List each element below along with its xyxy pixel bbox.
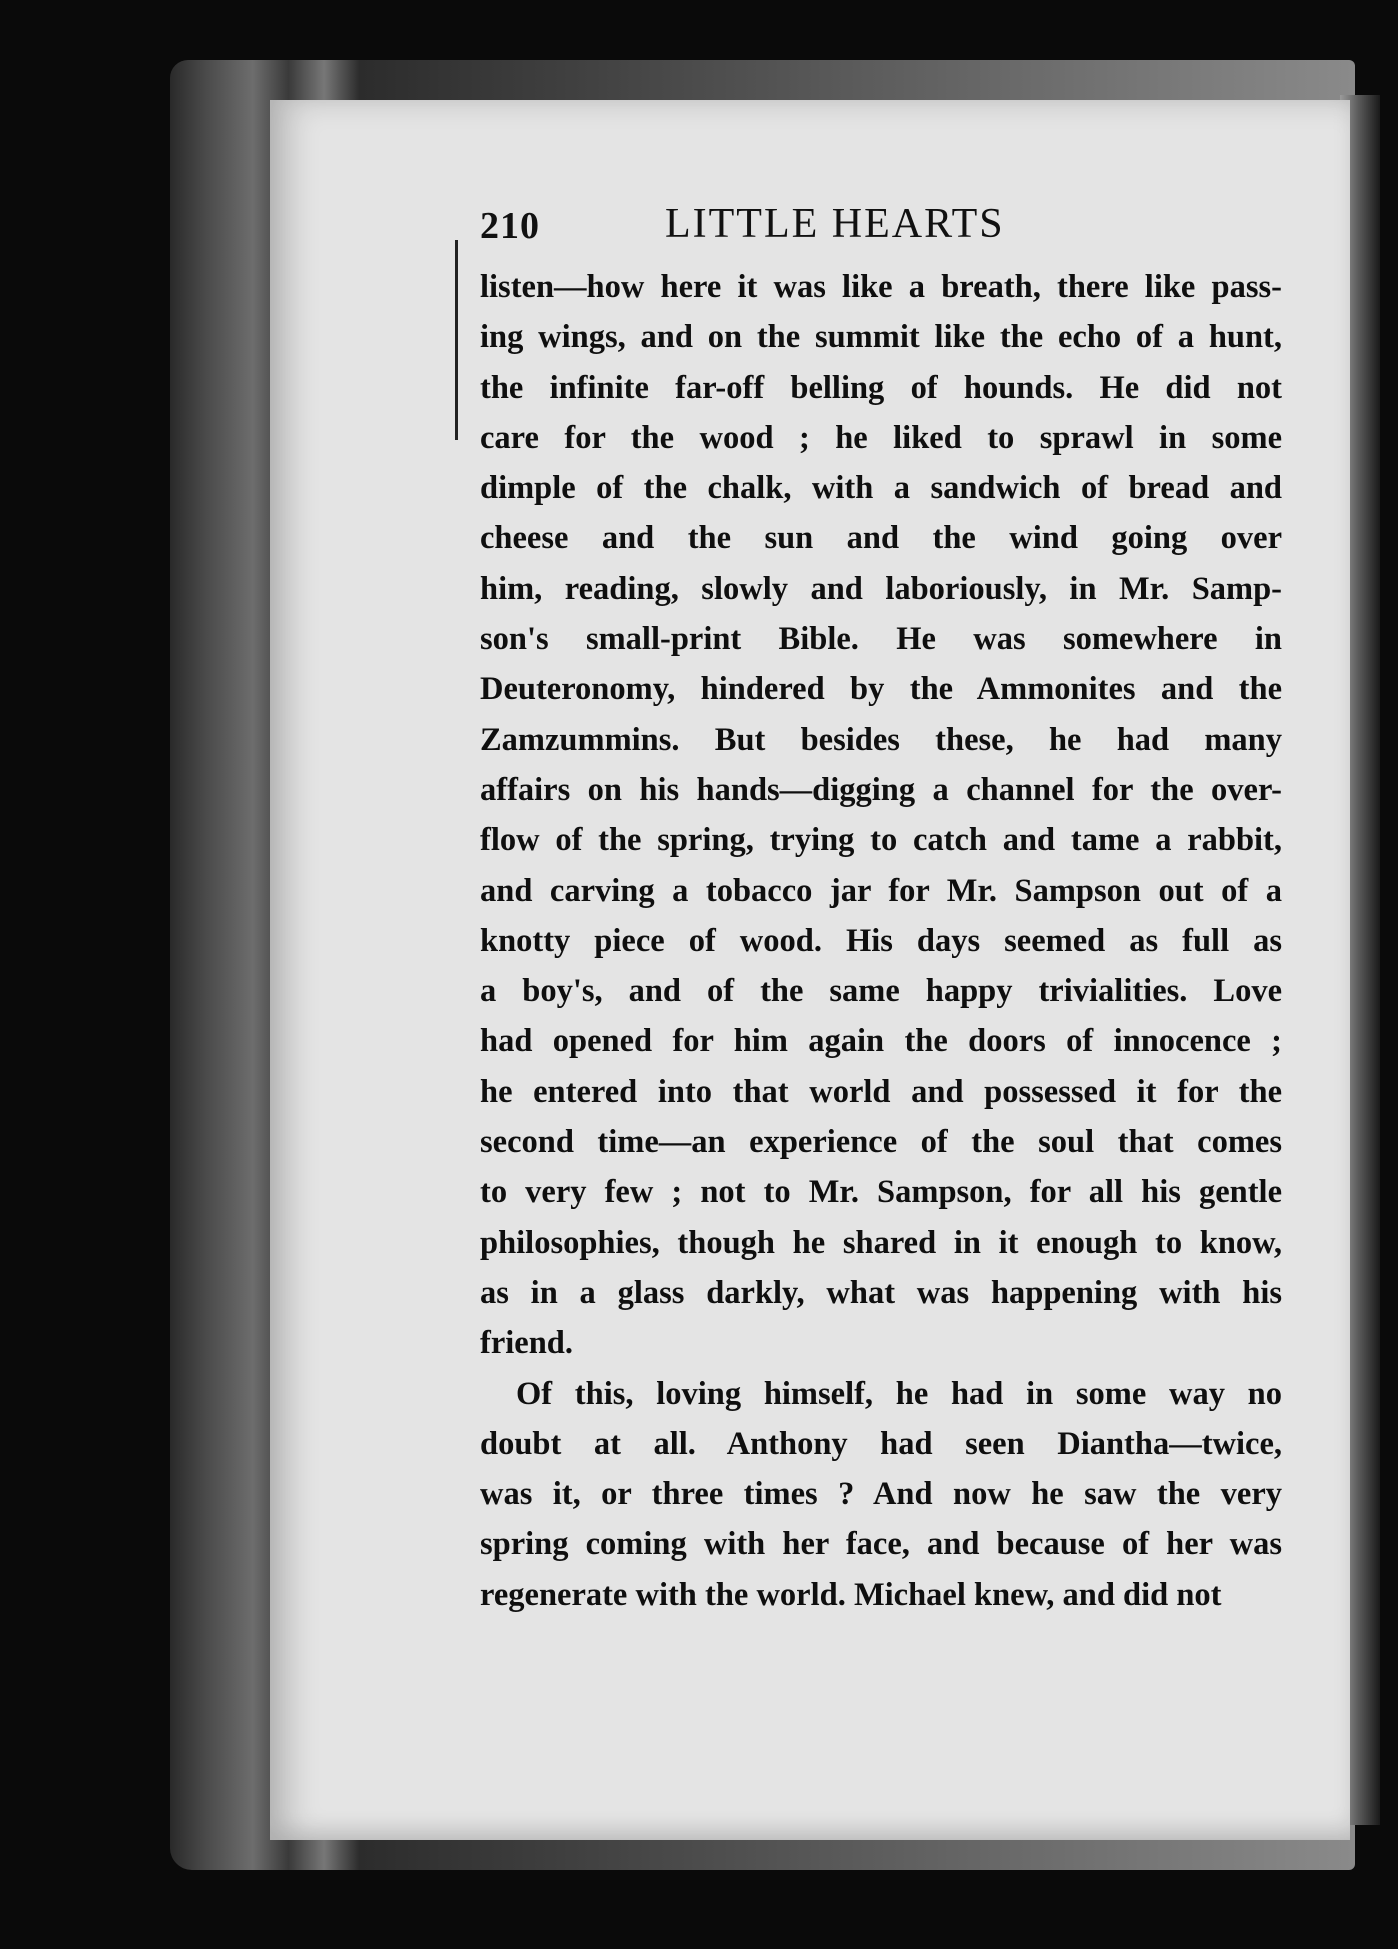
text-line: regenerate with the world. Michael knew, and did not (480, 1576, 1222, 1613)
text-line: to very few ; not to Mr. Sampson, for all his gentle (480, 1174, 1282, 1211)
page-number: 210 (480, 205, 540, 247)
text-line: as in a glass darkly, what was happening with his (480, 1274, 1282, 1311)
text-line: doubt at all. Anthony had seen Diantha—twice, (480, 1425, 1282, 1462)
text-line: a boy's, and of the same happy trivialities. Love (480, 973, 1282, 1010)
text-line: dimple of the chalk, with a sandwich of bread and (480, 470, 1282, 507)
text-line: Of this, loving himself, he had in some way no (516, 1375, 1282, 1412)
text-line: flow of the spring, trying to catch and tame a rabbit, (480, 822, 1282, 859)
text-line: knotty piece of wood. His days seemed as full as (480, 922, 1282, 959)
text-line: the infinite far-off belling of hounds. He did not (480, 369, 1282, 406)
text-line: had opened for him again the doors of innocence ; (480, 1023, 1282, 1060)
text-line: him, reading, slowly and laboriously, in Mr. Samp- (480, 570, 1282, 607)
running-head: LITTLE HEARTS (665, 201, 1005, 247)
text-line: spring coming with her face, and because of her was (480, 1526, 1282, 1563)
page-header (480, 200, 1290, 260)
text-line: listen—how here it was like a breath, there like pass- (480, 269, 1282, 305)
text-line: Deuteronomy, hindered by the Ammonites and the (480, 671, 1282, 708)
text-line: second time—an experience of the soul that comes (480, 1124, 1282, 1161)
text-line: he entered into that world and possessed it for the (480, 1073, 1282, 1110)
text-line: Zamzummins. But besides these, he had many (480, 721, 1282, 758)
text-line: care for the wood ; he liked to sprawl in some (480, 419, 1282, 456)
text-line: son's small-print Bible. He was somewhere in (480, 621, 1282, 658)
text-line: affairs on his hands—digging a channel for the over- (480, 771, 1282, 808)
body-text (480, 262, 1282, 1620)
text-line: philosophies, though he shared in it enough to know, (480, 1224, 1282, 1261)
text-line: was it, or three times ? And now he saw the very (480, 1476, 1282, 1513)
text-line: friend. (480, 1325, 573, 1362)
text-line: and carving a tobacco jar for Mr. Sampson out of a (480, 872, 1282, 909)
text-line: ing wings, and on the summit like the echo of a hunt, (480, 319, 1282, 356)
margin-mark (455, 240, 458, 440)
text-line: cheese and the sun and the wind going over (480, 520, 1282, 557)
